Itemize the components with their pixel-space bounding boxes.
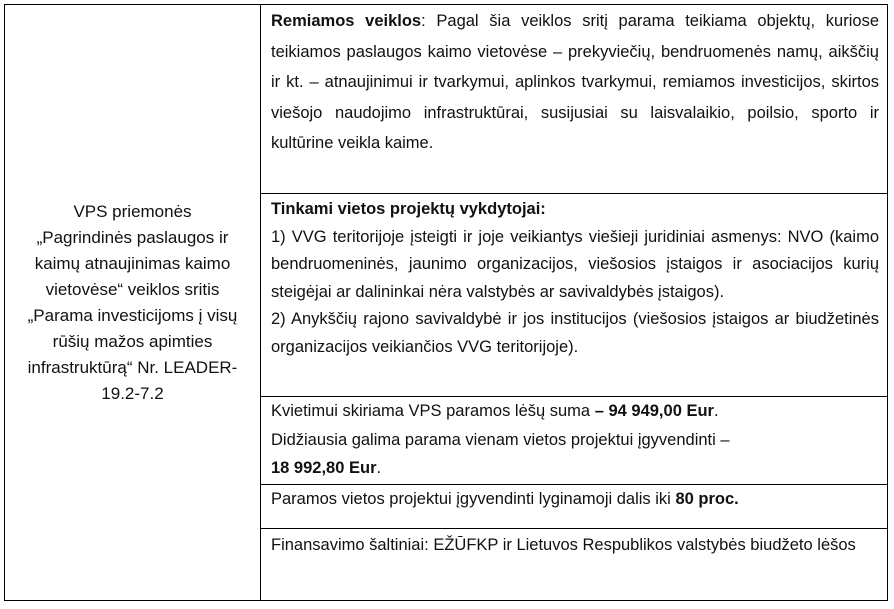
supported-activities-paragraph [271, 6, 879, 159]
measure-name-line: kaimų atnaujinimas kaimo [34, 253, 231, 273]
funding-sources-text: Finansavimo šaltiniai: EŽŪFKP ir Lietuvos Respublikos valstybės biudžeto lėšos [271, 536, 856, 554]
support-intensity-cell [261, 485, 887, 529]
supported-activities-label: Remiamos veiklos [271, 12, 422, 30]
measure-name-line: „Parama investicijoms į visų [27, 305, 238, 325]
total-funding-line: Kvietimui skiriama VPS paramos lėšų suma – 94 949,00 Eur. [271, 402, 719, 420]
max-funding-value: 18 992,80 Eur [271, 459, 377, 477]
total-funding-value: – 94 949,00 Eur [594, 402, 714, 420]
measure-info-table [4, 4, 888, 601]
eligible-promoters-cell [261, 194, 887, 397]
max-funding-line: 18 992,80 Eur. [271, 459, 382, 477]
max-funding-label: Didžiausia galima parama vienam vietos projektui įgyvendinti – [271, 430, 730, 449]
measure-name [15, 199, 251, 407]
eligible-promoter-item: 2) Anykščių rajono savivaldybė ir jos institucijos (viešosios įstaigos ar biudžetinės organizacijos veikiančios VVG teritorijoje). [271, 310, 879, 356]
supported-activities-cell [261, 5, 887, 194]
measure-name-line: infrastruktūrą“ Nr. LEADER- [27, 357, 238, 377]
measure-name-cell [5, 5, 261, 600]
measure-name-line: rūšių mažos apimties [52, 331, 213, 351]
support-intensity-line: Paramos vietos projektui įgyvendinti lyginamoji dalis iki 80 proc. [271, 490, 739, 508]
funding-sources-cell [261, 529, 887, 600]
support-intensity-value: 80 proc. [675, 490, 739, 508]
supported-activities-text: : Pagal šia veiklos sritį parama teikiama objektų, kuriose teikiamos paslaugos kaimo vietovėse – prekyviečių, bendruomenės namų, aikščių ir kt. – atnaujinimui ir tvarkymui, aplinkos tvarkymui, remiamos investicijos, skirtos viešojo naudojimo infrastruktūrai, susijusiai su laisvalaikio, poilsio, sporto ir kultūrine veikla kaime. [271, 12, 879, 152]
measure-name-line: 19.2-7.2 [101, 383, 164, 403]
measure-name-line: vietovėse“ veiklos sritis [45, 279, 220, 299]
eligible-promoters-label: Tinkami vietos projektų vykdytojai: [271, 200, 546, 218]
measure-name-line: VPS priemonės [73, 201, 192, 221]
details-column [261, 5, 887, 600]
measure-name-line: „Pagrindinės paslaugos ir [36, 227, 229, 247]
eligible-promoter-item: 1) VVG teritorijoje įsteigti ir joje veikiantys viešieji juridiniai asmenys: NVO (kaimo bendruomeninės, jaunimo organizacijos, viešosios įstaigos ir asociacijos kurių steigėjai ar dalininkai nėra valstybės ar savivaldybės įstaigos). [271, 227, 879, 301]
funding-amount-cell [261, 397, 887, 485]
